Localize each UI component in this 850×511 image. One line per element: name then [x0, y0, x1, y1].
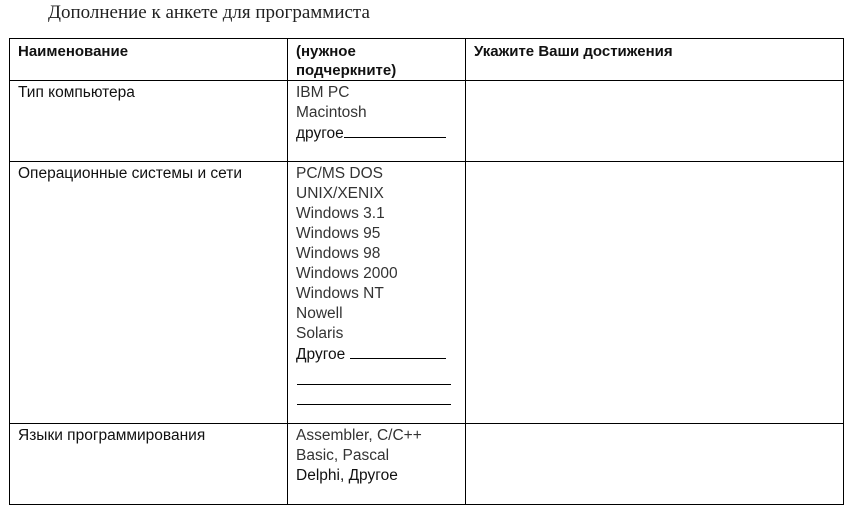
other-blank-line[interactable]	[297, 385, 451, 405]
option-other	[296, 344, 457, 365]
table-row	[10, 81, 844, 162]
option-basic-pascal[interactable]: Basic, Pascal	[296, 447, 390, 464]
option-windows-98[interactable]: Windows 98	[296, 245, 381, 262]
row-name: Тип компьютера	[10, 81, 288, 162]
other-label: Другое	[348, 467, 398, 484]
option-other	[296, 123, 457, 144]
option-delphi[interactable]: Delphi,	[296, 467, 345, 484]
option-windows-3-1[interactable]: Windows 3.1	[296, 205, 385, 222]
achievements-field[interactable]	[466, 81, 844, 162]
option-windows-2000[interactable]: Windows 2000	[296, 265, 398, 282]
option-windows-nt[interactable]: Windows NT	[296, 285, 384, 302]
header-name: Наименование	[10, 39, 288, 81]
options-cell	[288, 424, 466, 505]
options-cell	[288, 162, 466, 424]
other-label: другое	[296, 125, 344, 142]
row-name: Операционные системы и сети	[10, 162, 288, 424]
achievements-field[interactable]	[466, 162, 844, 424]
header-underline-hint: (нужное подчеркните)	[288, 39, 466, 81]
option-macintosh[interactable]: Macintosh	[296, 104, 367, 121]
option-unix-xenix[interactable]: UNIX/XENIX	[296, 185, 384, 202]
document-title: Дополнение к анкете для программиста	[48, 2, 370, 23]
table-header-row	[10, 39, 844, 81]
options-cell	[288, 81, 466, 162]
questionnaire-table	[9, 38, 844, 505]
other-blank-line[interactable]	[297, 365, 451, 385]
row-name: Языки программирования	[10, 424, 288, 505]
option-assembler-c[interactable]: Assembler, C/C++	[296, 427, 422, 444]
other-blank-field[interactable]	[350, 344, 446, 359]
table-row	[10, 424, 844, 505]
option-pc-ms-dos[interactable]: PC/MS DOS	[296, 165, 383, 182]
option-solaris[interactable]: Solaris	[296, 325, 344, 342]
other-blank-field[interactable]	[344, 123, 446, 138]
option-delphi-other	[296, 466, 457, 486]
option-windows-95[interactable]: Windows 95	[296, 225, 381, 242]
header-achievements: Укажите Ваши достижения	[466, 39, 844, 81]
achievements-field[interactable]	[466, 424, 844, 505]
option-ibm-pc[interactable]: IBM PC	[296, 84, 350, 101]
option-nowell[interactable]: Nowell	[296, 305, 343, 322]
other-label: Другое	[296, 346, 346, 363]
table-row	[10, 162, 844, 424]
